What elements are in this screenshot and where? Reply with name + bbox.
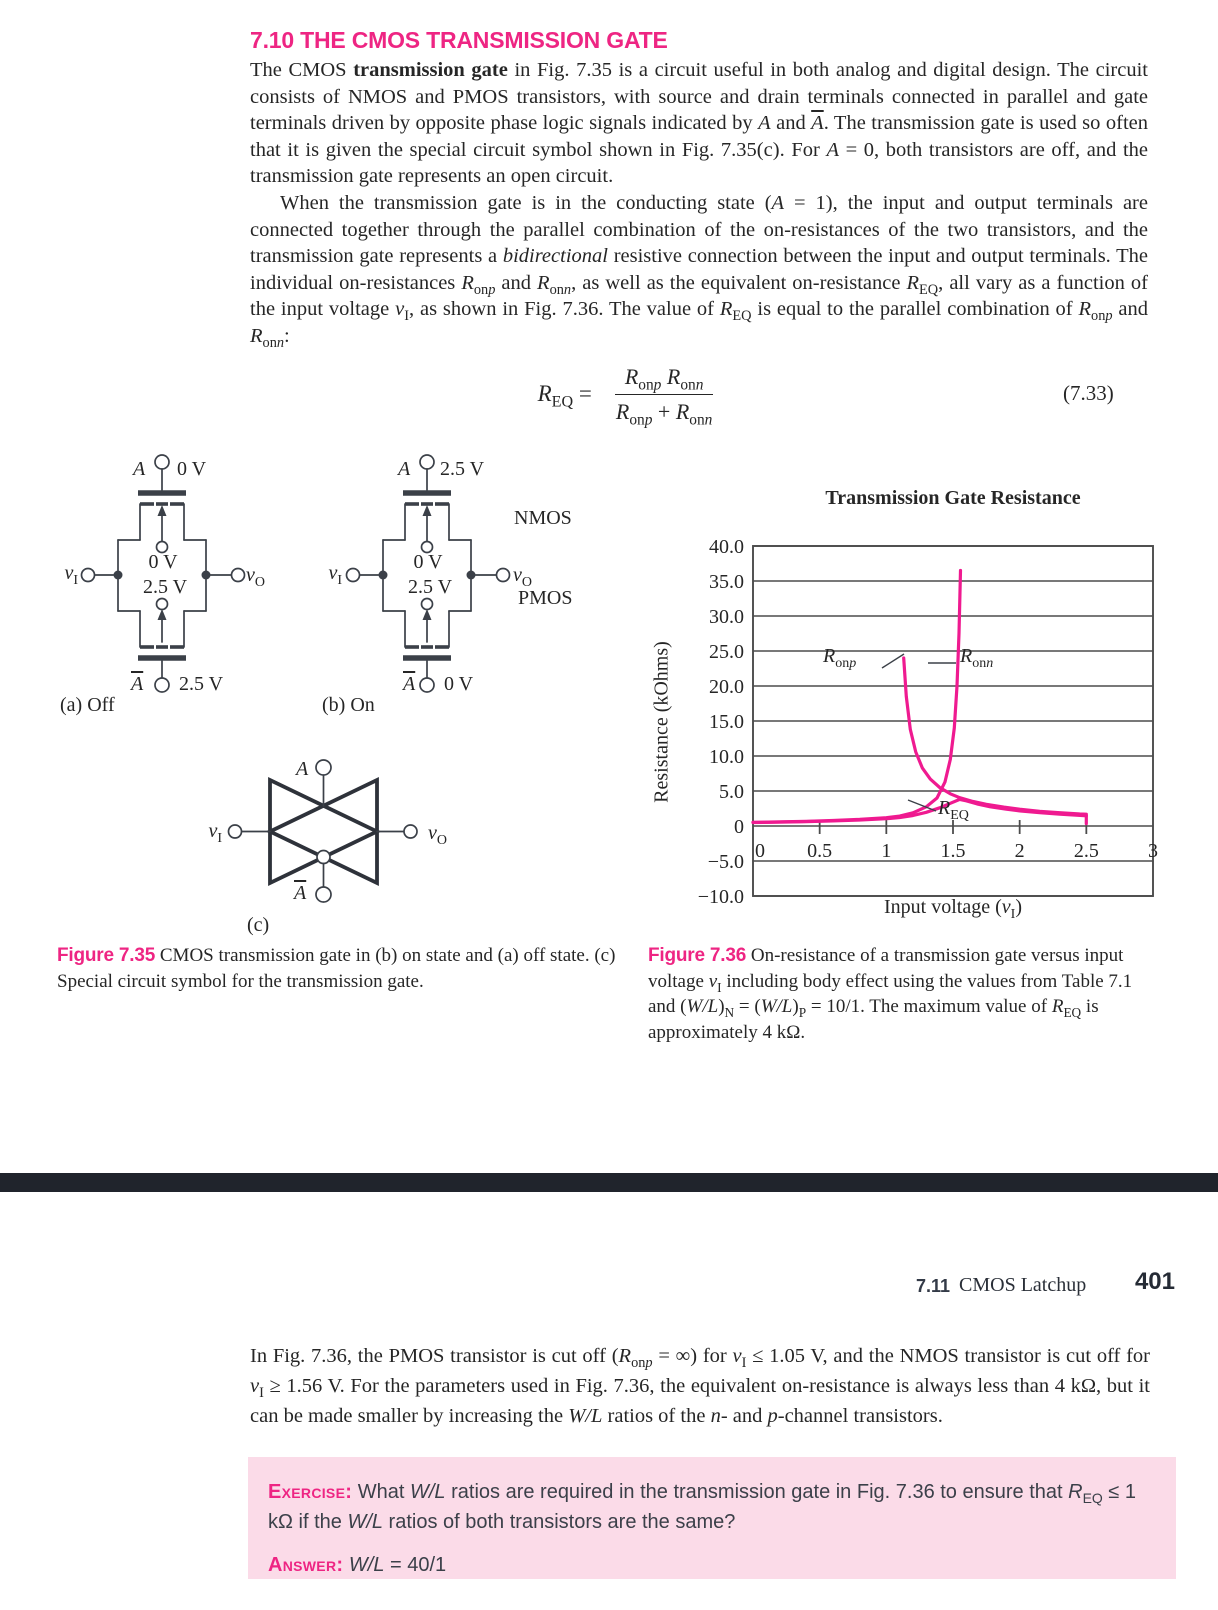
exercise-answer [268,1550,1156,1580]
section-heading: 7.10 THE CMOS TRANSMISSION GATE [250,27,668,54]
exercise-question-text: What W/L ratios are required in the transmission gate in Fig. 7.36 to ensure that $R_{EQ} \le 1$ kΩ if the W/L ratios of both transistors are the same? [268,1481,1137,1533]
chart-title: Transmission Gate Resistance [825,487,1081,509]
ronp-leader-line [882,654,904,668]
circuit-b-vout-label: $v_O$ [513,564,533,590]
circuit-b-gatebar-voltage: 0 V [444,673,474,695]
paragraph-1: The CMOS transmission gate in Fig. 7.35 is a circuit useful in both analog and digital design. The circuit consists of NMOS and PMOS transistors, with source and drain terminals connected in parallel and gate terminals driven by opposite phase logic signals indicated by A and $\overline{A}$. The transmission gate is used so often that it is given the special circuit symbol shown in Fig. 7.35(c). For A = 0, both transistors are off, and the transmission gate represents an open circuit. [250,59,1149,188]
svg-text:1.5: 1.5 [940,840,966,862]
svg-text:20.0: 20.0 [709,676,744,698]
svg-text:15.0: 15.0 [709,711,744,733]
circuit-a-gatebar-voltage: 2.5 V [179,673,224,695]
circuit-b-gate-voltage: 2.5 V [440,458,485,480]
svg-text:2.5: 2.5 [1073,840,1099,862]
circuit-b-body-bottom-voltage: 2.5 V [407,576,453,598]
circuit-a-body-top-voltage: 0 V [148,551,178,573]
symbol-vout-terminal [404,825,417,838]
body-text-block [250,57,1148,350]
answer-label: Answer: [268,1554,344,1576]
annotation-ronp: $R_{onp}$ [823,645,857,671]
circuit-b-vin-label: $v_I$ [328,562,342,588]
circuit-a-gatebar-label: $\overline{A}$ [131,673,144,695]
circuit-a-vout-label: $v_O$ [246,564,266,590]
circuit-b-body-top-voltage: 0 V [413,551,443,573]
symbol-vout-label: $v_O$ [428,822,448,848]
svg-text:3: 3 [1148,840,1158,862]
page-divider-bar [0,1173,1218,1192]
curve-ronn [753,571,961,823]
paragraph-2: When the transmission gate is in the conducting state (A = 1), the input and output terminals are connected together through the parallel combination of the on-resistances of the two transistors, and the transmission gate represents a bidirectional resistive connection between the input and output terminals. The individual on-resistances $R_{onp}$ and $R_{onn}$, as well as the equivalent on-resistance $R_{EQ}$, all vary as a function of the input voltage $v_I$, as shown in Fig. 7.36. The value of $R_{EQ}$ is equal to the parallel combination of $R_{onp}$ and $R_{onn}$: [250,191,1149,352]
annotation-ronn: $R_{onn}$ [960,645,994,671]
circuit-a-gate-label: A [133,458,146,480]
exercise-question [268,1477,1156,1537]
svg-text:30.0: 30.0 [709,606,744,628]
figure-7-35-caption [57,943,622,994]
circuit-b-gatebar-label: $\overline{A}$ [403,673,416,695]
circuit-a-gate-voltage: 0 V [177,458,207,480]
circuit-a-vin-label: $v_I$ [64,562,78,588]
circuit-b-pmos-label: PMOS [518,587,573,609]
chart-y-axis-label: Resistance (kOhms) [650,641,673,803]
circuit-b-nmos-label: NMOS [514,507,572,529]
svg-text:5.0: 5.0 [719,781,744,803]
equation-number: (7.33) [1063,381,1114,405]
symbol-abar-terminal [316,887,331,902]
svg-text:35.0: 35.0 [709,571,744,593]
circuit-a-caption: (a) Off [60,694,115,716]
svg-text:10.0: 10.0 [709,746,744,768]
svg-text:2: 2 [1014,840,1025,862]
paragraph-3: In Fig. 7.36, the PMOS transistor is cut off ($R_{onp}$ = ∞) for $v_I \le 1.05$ V, and the NMOS transistor is cut off for $v_I \ge 1.56$ V. For the parameters used in Fig. 7.36, the equivalent on-resistance is always less than 4 kΩ, but it can be made smaller by increasing the W/L ratios of the n- and p-channel transistors. [250,1345,1150,1427]
equation-lhs: $R_{EQ}$ = [537,381,592,411]
figure-7-36-caption-text: On-resistance of a transmission gate versus input voltage $v_I$ including body effect using the values from Table 7.1 and $(W/L)_N = (W/L)_P = 10/1$. The maximum value of $R_{EQ}$ is approximately 4 kΩ. [648,945,1133,1043]
svg-text:0: 0 [755,840,765,862]
curve-ronp [904,658,1087,824]
transmission-gate-symbol [195,735,455,910]
svg-text:0.5: 0.5 [807,840,833,862]
symbol-abar-bubble [317,851,330,864]
resistance-chart [640,478,1180,928]
svg-text:0: 0 [734,816,744,838]
svg-text:1: 1 [881,840,892,862]
svg-text:25.0: 25.0 [709,641,744,663]
figure-7-36-caption-label: Figure 7.36 [648,945,747,966]
figure-7-35-caption-text: CMOS transmission gate in (b) on state and (a) off state. (c) Special circuit symbol for the transmission gate. [57,945,616,992]
annotation-req: $R_{EQ}$ [938,797,969,823]
svg-text:−10.0: −10.0 [697,886,744,908]
figure-7-36-caption [648,943,1163,1045]
circuit-b-caption: (b) On [322,694,375,716]
circuit-a-body-bottom-voltage: 2.5 V [142,576,188,598]
svg-text:−5.0: −5.0 [707,851,744,873]
equation-7-33 [250,356,1010,432]
symbol-abar-label: $\overline{A}$ [294,882,307,904]
running-head-section-title: CMOS Latchup [959,1274,1087,1296]
chart-x-axis-label: Input voltage $(v_I)$ [884,896,1022,922]
symbol-vin-terminal [229,825,242,838]
running-head-page-number: 401 [1134,1268,1175,1295]
svg-text:40.0: 40.0 [709,536,744,558]
symbol-a-terminal [316,760,331,775]
exercise-answer-text: W/L = 40/1 [348,1554,447,1576]
symbol-caption: (c) [247,914,270,936]
chart-y-labels [698,536,744,908]
equation-denominator: $R_{onp} + R_{onn}$ [615,398,713,428]
circuit-b-gate-label: A [398,458,411,480]
running-head-section-number: 7.11 [916,1276,951,1296]
exercise-label: Exercise: [268,1481,353,1503]
equation-fraction [606,363,723,428]
symbol-a-label: A [296,758,309,780]
figure-7-35-caption-label: Figure 7.35 [57,945,156,966]
equation-numerator: $R_{onp}$ $R_{onn}$ [615,364,714,395]
exercise-box [248,1457,1176,1579]
symbol-vin-label: $v_I$ [208,820,222,846]
